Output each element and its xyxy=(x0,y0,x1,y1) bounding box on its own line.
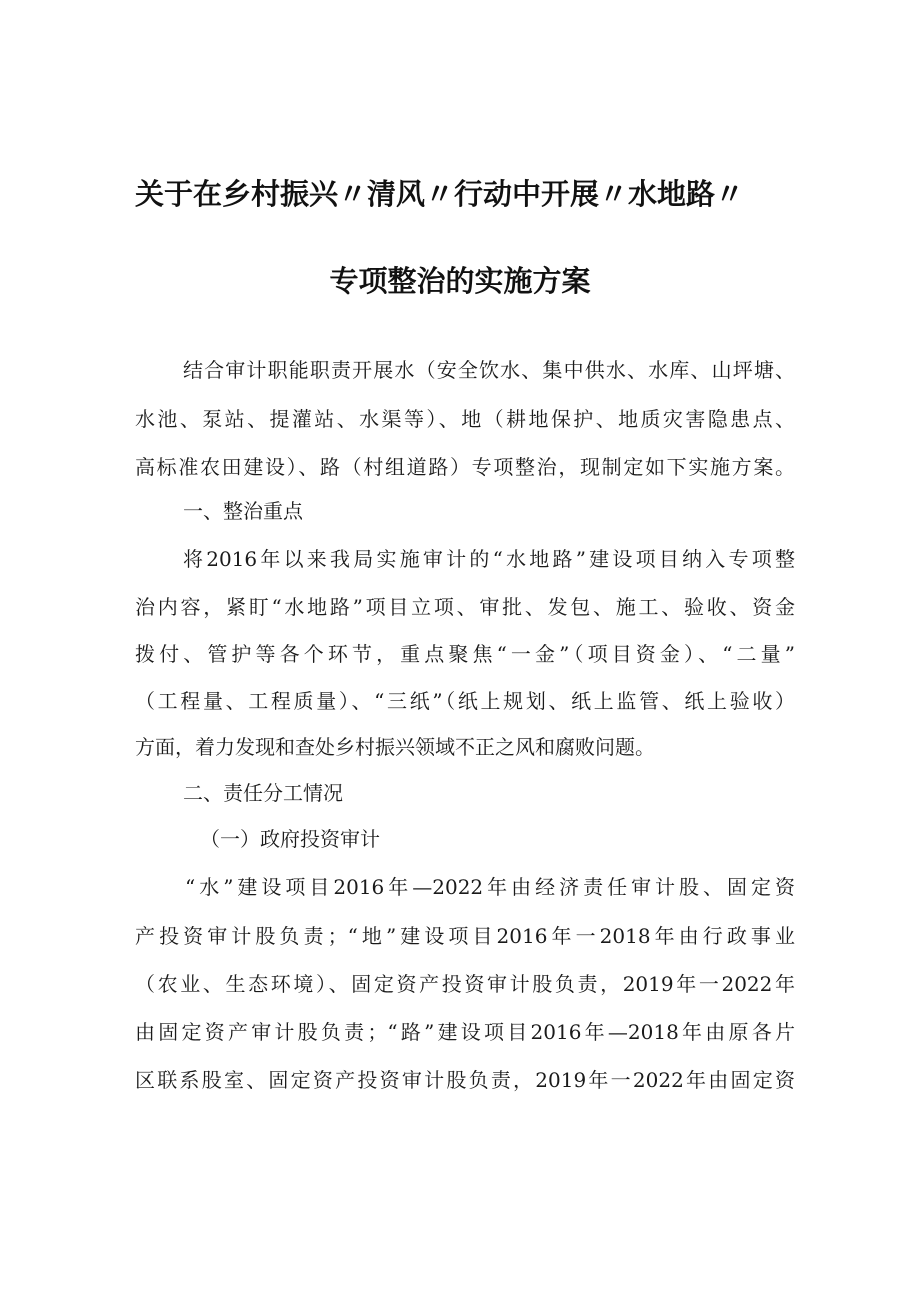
paragraph-intro-line: 结合审计职能职责开展水（安全饮水、集中供水、水库、山坪塘、 xyxy=(183,358,795,382)
subsection-heading-1: （一）政府投资审计 xyxy=(200,827,380,851)
paragraph-duty-line: 产投资审计股负责；“地”建设项目2016年一2018年由行政事业 xyxy=(135,924,795,948)
paragraph-duty-line: “水”建设项目2016年—2022年由经济责任审计股、固定资 xyxy=(185,875,795,899)
section-heading-2: 二、责任分工情况 xyxy=(183,781,343,805)
paragraph-duty-line: （农业、生态环境）、固定资产投资审计股负责，2019年一2022年 xyxy=(135,972,795,996)
paragraph-focus-line: （工程量、工程质量）、“三纸”（纸上规划、纸上监管、纸上验收） xyxy=(135,689,795,713)
document-title-line-1: 关于在乡村振兴〃清风〃行动中开展〃水地路〃 xyxy=(135,177,745,211)
paragraph-focus-line: 将2016年以来我局实施审计的“水地路”建设项目纳入专项整 xyxy=(183,547,795,571)
paragraph-intro-line: 高标准农田建设）、路（村组道路）专项整治，现制定如下实施方案。 xyxy=(135,455,795,479)
document-title-line-2: 专项整治的实施方案 xyxy=(329,264,591,298)
paragraph-duty-line: 由固定资产审计股负责；“路”建设项目2016年—2018年由原各片 xyxy=(135,1020,795,1044)
paragraph-duty-line: 区联系股室、固定资产投资审计股负责，2019年一2022年由固定资 xyxy=(135,1068,795,1092)
paragraph-intro-line: 水池、泵站、提灌站、水渠等）、地（耕地保护、地质灾害隐患点、 xyxy=(135,407,795,431)
paragraph-focus-line: 拨付、管护等各个环节，重点聚焦“一金”（项目资金）、“二量” xyxy=(135,642,795,666)
section-heading-1: 一、整治重点 xyxy=(183,499,303,523)
paragraph-focus-line: 治内容，紧盯“水地路”项目立项、审批、发包、施工、验收、资金 xyxy=(135,595,795,619)
paragraph-focus-line: 方面，着力发现和查处乡村振兴领域不正之风和腐败问题。 xyxy=(135,735,655,759)
